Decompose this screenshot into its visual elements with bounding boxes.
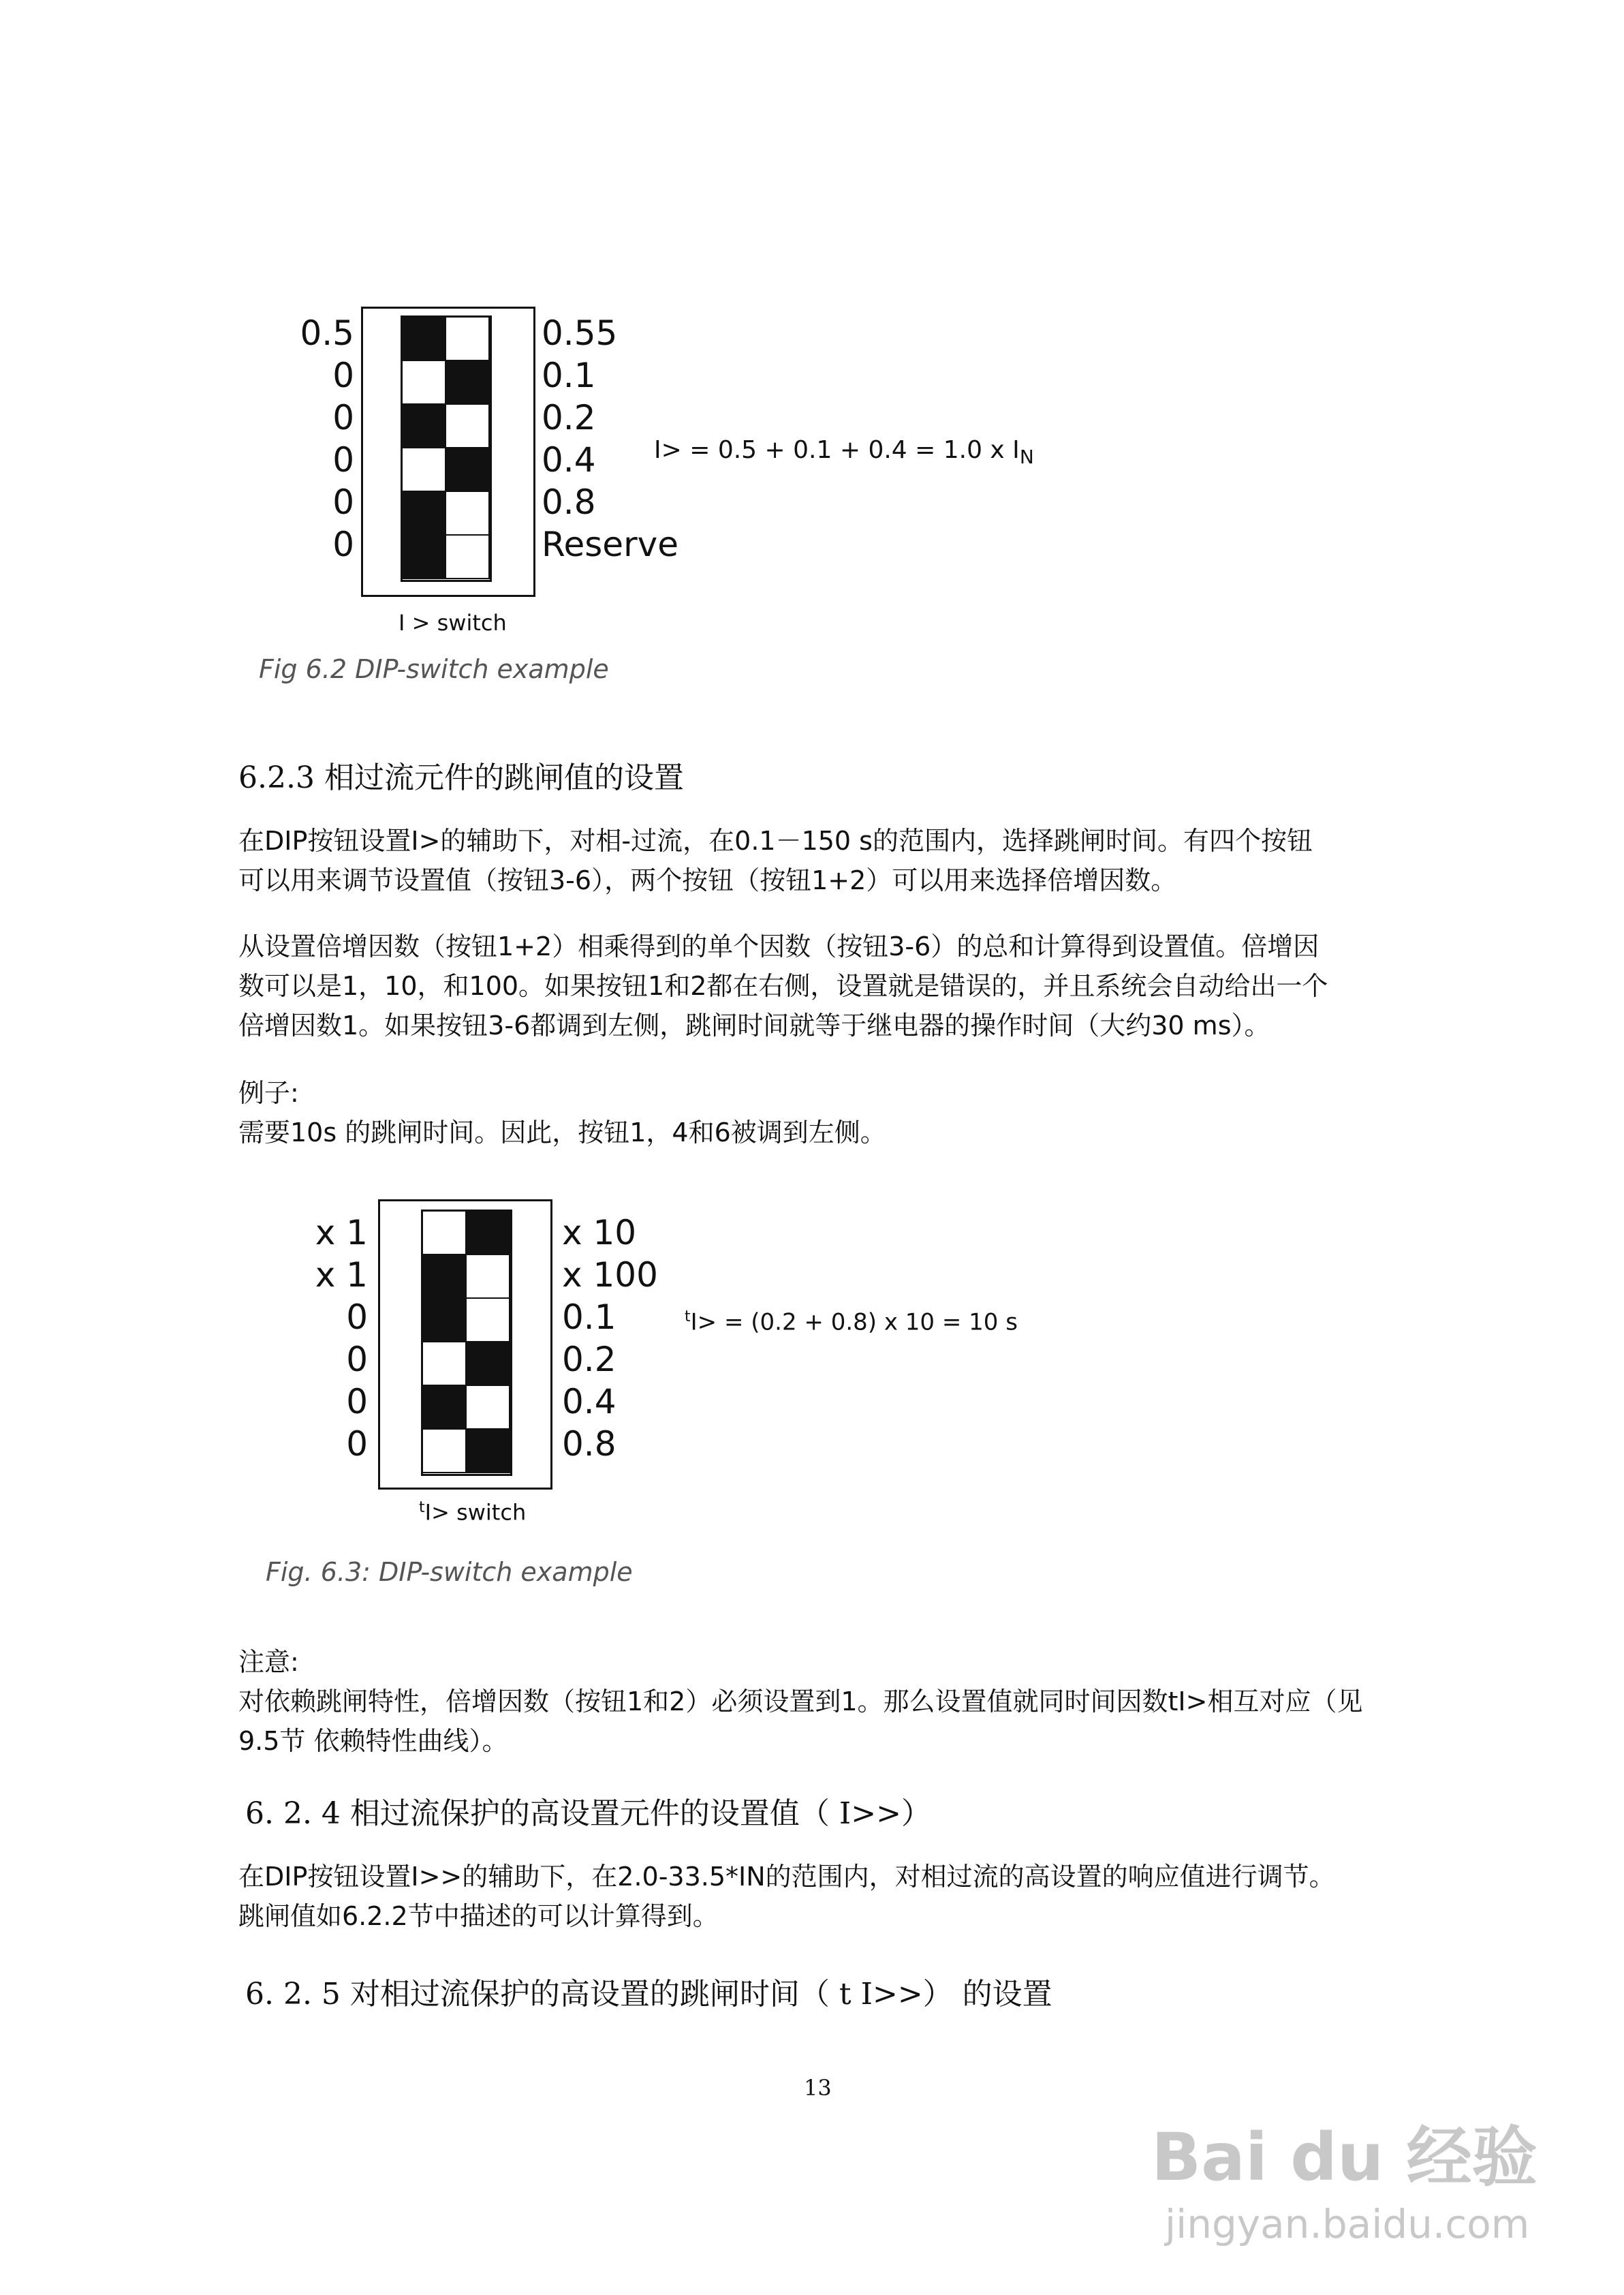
- baidu-watermark: [1151, 2106, 1601, 2276]
- para-line: 可以用来调节设置值（按钮3-6），两个按钮（按钮1+2）可以用来选择倍增因数。: [238, 865, 1177, 895]
- switch-cell: [403, 318, 446, 361]
- switch-cell: [403, 448, 446, 492]
- switch-cell: [423, 1255, 467, 1299]
- left-label: 0: [332, 482, 354, 522]
- section-6-2-4-body: [238, 1857, 1396, 1936]
- switch-cell: [446, 536, 490, 579]
- watermark-url: jingyan.baidu.com: [1165, 2201, 1530, 2247]
- example-title: 例子:: [238, 1078, 299, 1108]
- fig1-equation: I> = 0.5 + 0.1 + 0.4 = 1.0 x $I_N$: [654, 436, 1034, 469]
- switch-cell: [467, 1430, 510, 1473]
- fig1-caption: Fig 6.2 DIP-switch example: [259, 654, 609, 684]
- switch-cell: [446, 361, 490, 405]
- figure-6-2: [259, 300, 1035, 695]
- fig2-switch-label: $^t$I> switch: [419, 1499, 527, 1526]
- fig2-equation: $^t$I> = (0.2 + 0.8) x 10 = 10 s: [685, 1308, 1018, 1336]
- fig2-caption: Fig. 6.3: DIP-switch example: [266, 1557, 633, 1587]
- fig1-switch-grid: [401, 315, 492, 582]
- switch-cell: [403, 492, 446, 536]
- para-line: 跳闸值如6.2.2节中描述的可以计算得到。: [238, 1901, 719, 1931]
- switch-cell: [403, 361, 446, 405]
- right-label: 0.4: [562, 1382, 616, 1421]
- right-label: 0.2: [542, 398, 596, 437]
- switch-cell: [446, 318, 490, 361]
- example-block: [238, 1073, 1396, 1152]
- left-label: 0: [332, 525, 354, 564]
- left-label: 0: [332, 440, 354, 480]
- right-label: 0.55: [542, 313, 618, 353]
- para-line: 倍增因数1。如果按钮3-6都调到左侧，跳闸时间就等于继电器的操作时间（大约30 ms）。: [238, 1011, 1270, 1041]
- switch-cell: [446, 405, 490, 448]
- switch-cell: [423, 1212, 467, 1255]
- fig1-switch-housing: [361, 307, 535, 597]
- switch-cell: [403, 405, 446, 448]
- switch-cell: [423, 1342, 467, 1386]
- left-label: 0: [346, 1424, 368, 1464]
- switch-cell: [467, 1299, 510, 1342]
- right-label: 0.1: [562, 1297, 616, 1337]
- switch-cell: [423, 1430, 467, 1473]
- para-line: 在DIP按钮设置I>>的辅助下，在2.0-33.5*IN的范围内，对相过流的高设置的响应值进行调节。: [238, 1862, 1335, 1892]
- right-label: x 100: [562, 1255, 658, 1295]
- switch-cell: [446, 448, 490, 492]
- note-block: [238, 1642, 1396, 1761]
- switch-cell: [467, 1255, 510, 1299]
- note-line: 对依赖跳闸特性，倍增因数（按钮1和2）必须设置到1。那么设置值就同时间因数tI>相互对应（见: [238, 1686, 1363, 1716]
- section-6-2-5-heading: 6. 2. 5 对相过流保护的高设置的跳闸时间（ t I>>） 的设置: [245, 1977, 1052, 2012]
- left-label: 0: [332, 398, 354, 437]
- para-line: 从设置倍增因数（按钮1+2）相乘得到的单个因数（按钮3-6）的总和计算得到设置值。倍增因: [238, 931, 1320, 961]
- left-label: 0.5: [300, 313, 354, 353]
- section-6-2-3-heading: 6.2.3 相过流元件的跳闸值的设置: [238, 760, 684, 795]
- right-label: x 10: [562, 1213, 637, 1252]
- fig2-switch-grid: [421, 1210, 512, 1476]
- left-label: x 1: [315, 1213, 368, 1252]
- left-label: 0: [332, 356, 354, 395]
- right-label: 0.8: [562, 1424, 616, 1464]
- switch-cell: [403, 536, 446, 579]
- switch-cell: [446, 492, 490, 536]
- switch-cell: [467, 1212, 510, 1255]
- note-title: 注意:: [238, 1647, 299, 1677]
- fig1-switch-label: I > switch: [399, 610, 507, 636]
- right-label: 0.1: [542, 356, 596, 395]
- left-label: 0: [346, 1382, 368, 1421]
- left-label: x 1: [315, 1255, 368, 1295]
- watermark-logo: Bai du 经验: [1151, 2119, 1537, 2196]
- para-line: 在DIP按钮设置I>的辅助下，对相-过流，在0.1－150 s的范围内，选择跳闸时间。有四个按钮: [238, 826, 1313, 856]
- left-label: 0: [346, 1297, 368, 1337]
- left-label: 0: [346, 1340, 368, 1379]
- right-label: Reserve: [542, 525, 678, 564]
- fig2-switch-housing: [378, 1199, 552, 1490]
- switch-cell: [467, 1342, 510, 1386]
- para-line: 数可以是1，10，和100。如果按钮1和2都在右侧，设置就是错误的，并且系统会自动给出一个: [238, 971, 1328, 1001]
- section-6-2-3-para1: [238, 821, 1396, 900]
- right-label: 0.4: [542, 440, 596, 480]
- right-label: 0.8: [542, 482, 596, 522]
- note-line: 9.5节 依赖特性曲线）。: [238, 1726, 508, 1756]
- switch-cell: [423, 1386, 467, 1430]
- switch-cell: [467, 1386, 510, 1430]
- section-6-2-4-heading: 6. 2. 4 相过流保护的高设置元件的设置值（ I>>）: [245, 1796, 932, 1831]
- right-label: 0.2: [562, 1340, 616, 1379]
- figure-6-3: [259, 1192, 1076, 1615]
- switch-cell: [423, 1299, 467, 1342]
- page-number: 13: [804, 2075, 832, 2101]
- example-text: 需要10s 的跳闸时间。因此，按钮1，4和6被调到左侧。: [238, 1118, 886, 1148]
- section-6-2-3-para2: [238, 927, 1396, 1045]
